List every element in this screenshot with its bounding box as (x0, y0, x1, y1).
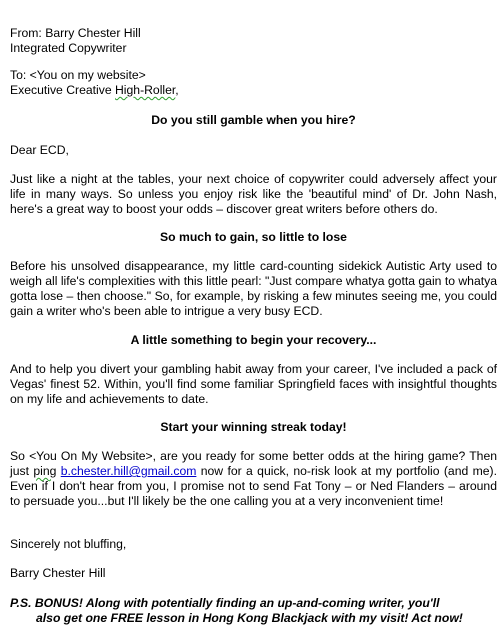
paragraph-intro: Just like a night at the tables, your next choice of copywriter could adversely affect your life in many ways. So unless you enjoy risk like the 'beautiful mind' of Dr. John Nash, here's a great way to boost your odds – discover great writers before others do. (10, 172, 497, 216)
from-block (10, 26, 497, 56)
to-line: To: <You on my website> (10, 68, 146, 82)
heading-gain: So much to gain, so little to lose (160, 230, 347, 244)
heading-recovery: A little something to begin your recovery... (130, 333, 377, 347)
paragraph-cards: And to help you divert your gambling habit away from your career, I've included a pack of Vegas' finest 52. Within, you'll find some familiar Springfield faces with insightful thoughts on my life and achievements to date. (10, 362, 497, 406)
signature: Barry Chester Hill (10, 566, 106, 580)
signoff: Sincerely not bluffing, (10, 537, 127, 551)
postscript (10, 596, 497, 626)
heading-gamble: Do you still gamble when you hire? (151, 113, 356, 127)
greeting: Dear ECD, (10, 143, 69, 157)
cta-text-before: So <You On My Website>, are you ready for some better odds at the hiring game? Then just (10, 449, 497, 478)
paragraph-arty: Before his unsolved disappearance, my little card-counting sidekick Autistic Arty used to weigh all life's complexities with this little pearl: "Just compare whatya gotta gain to whatya gotta lose – then choose." So, for example, by risking a few minutes seeing me, you could gain a writer who's been able to intrigue a very busy ECD. (10, 259, 497, 318)
to-block (10, 68, 497, 98)
email-link[interactable]: b.chester.hill@gmail.com (60, 464, 197, 478)
to-title (10, 83, 497, 98)
cta-text-after: now for a quick, no-risk look at my portfolio (and me). Even if I don't hear from you, I promise not to send Fat Tony – or Ned Flanders – around to persuade you...but I'll likely be the one calling you at a very inconvenient time! (10, 464, 497, 508)
from-line: From: Barry Chester Hill (10, 26, 141, 40)
to-title-prefix: Executive Creative (10, 83, 115, 97)
spellcheck-flagged-word: High-Roller (115, 83, 176, 97)
postscript-line-1: P.S. BONUS! Along with potentially finding an up-and-coming writer, you'll (10, 596, 440, 610)
postscript-line-2: also get one FREE lesson in Hong Kong Blackjack with my visit! Act now! (36, 611, 463, 625)
to-title-suffix: , (175, 83, 179, 97)
paragraph-call-to-action (10, 449, 497, 509)
heading-winning: Start your winning streak today! (160, 420, 347, 434)
from-title: Integrated Copywriter (10, 41, 127, 55)
spellcheck-flagged-ping: ping (33, 464, 57, 478)
